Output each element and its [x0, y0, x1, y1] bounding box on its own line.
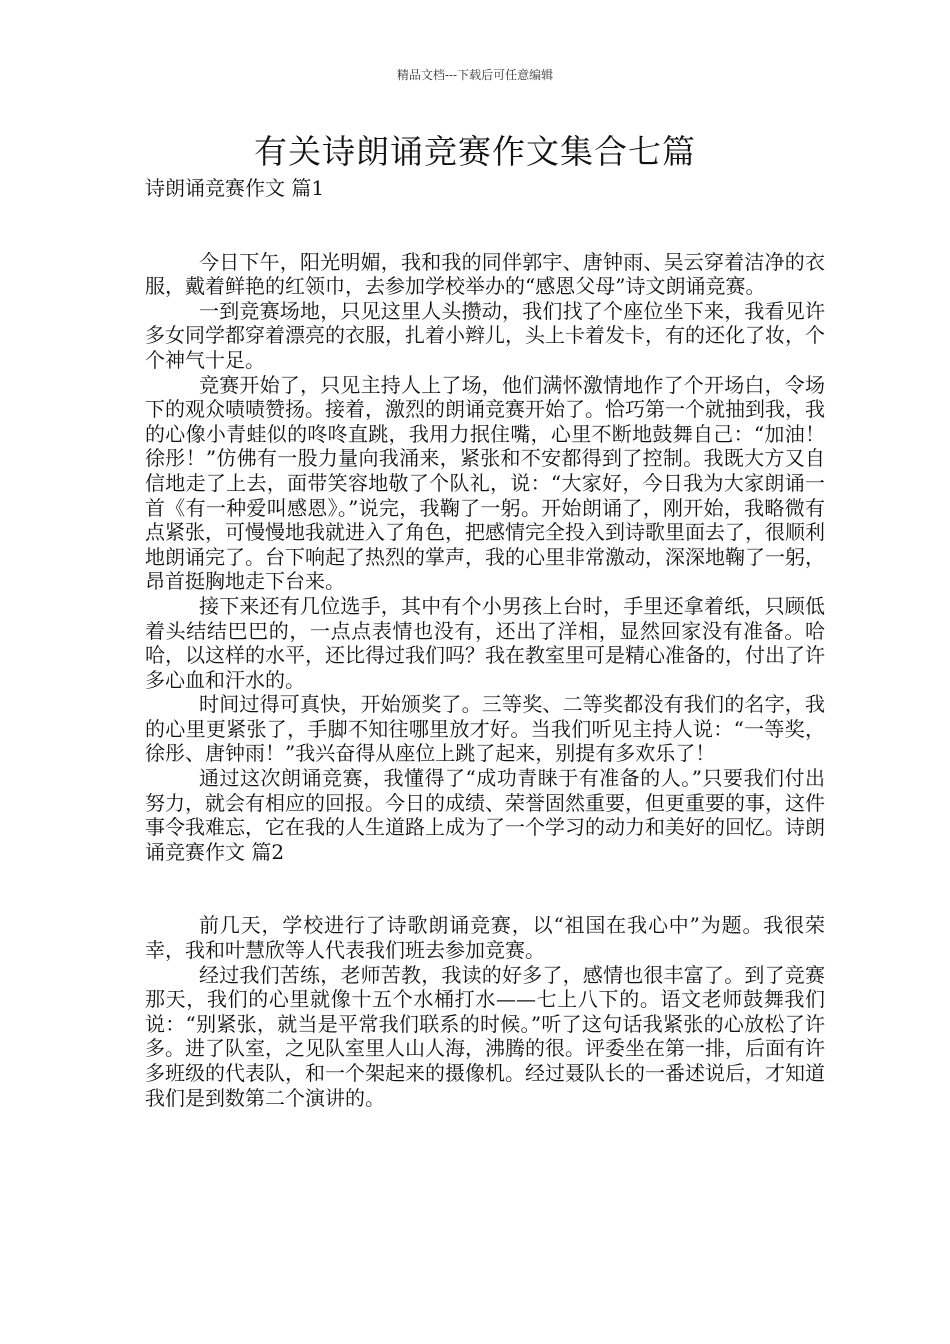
paragraph: 通过这次朗诵竞赛，我懂得了“成功青睐于有准备的人。”只要我们付出努力，就会有相应的回报。今日的成绩、荣誉固然重要，但更重要的事，这件事令我难忘，它在我的人生道路上成为了一个学习的动力和美好的回忆。诗朗诵竞赛作文 篇2 [145, 766, 825, 864]
paragraph: 一到竞赛场地，只见这里人头攒动，我们找了个座位坐下来，我看见许多女同学都穿着漂亮的衣服，扎着小辫儿，头上卡着发卡，有的还化了妆，个个神气十足。 [145, 298, 825, 372]
section-heading: 诗朗诵竞赛作文 篇1 [145, 176, 325, 200]
section-spacer [145, 864, 825, 913]
document-title: 有关诗朗诵竞赛作文集合七篇 [254, 132, 696, 171]
section-spacer [145, 201, 825, 250]
document-body [145, 176, 825, 1110]
paragraph: 接下来还有几位选手，其中有个小男孩上台时，手里还拿着纸，只顾低着头结结巴巴的，一点点表情也没有，还出了洋相，显然回家没有准备。哈哈，以这样的水平，还比得过我们吗？我在教室里可是精心准备的，付出了许多心血和汗水的。 [145, 593, 825, 692]
page-header: 精品文档---下载后可任意编辑 [396, 68, 554, 82]
paragraph: 经过我们苦练，老师苦教，我读的好多了，感情也很丰富了。到了竞赛那天，我们的心里就像十五个水桶打水——七上八下的。语文老师鼓舞我们说：“别紧张，就当是平常我们联系的时候。”听了这句话我紧张的心放松了许多。进了队室，之见队室里人山人海，沸腾的很。评委坐在第一排，后面有许多班级的代表队，和一个架起来的摄像机。经过聂队长的一番述说后，才知道我们是到数第二个演讲的。 [145, 962, 825, 1110]
paragraph: 今日下午，阳光明媚，我和我的同伴郭宇、唐钟雨、吴云穿着洁净的衣服，戴着鲜艳的红领巾，去参加学校举办的“感恩父母”诗文朗诵竞赛。 [145, 249, 825, 299]
paragraph: 时间过得可真快，开始颁奖了。三等奖、二等奖都没有我们的名字，我的心里更紧张了，手脚不知往哪里放才好。当我们听见主持人说：“一等奖，徐彤、唐钟雨！”我兴奋得从座位上跳了起来，别提有多欢乐了！ [145, 692, 825, 766]
paragraph: 前几天，学校进行了诗歌朗诵竞赛，以“祖国在我心中”为题。我很荣幸，我和叶慧欣等人代表我们班去参加竞赛。 [145, 913, 825, 963]
paragraph: 竞赛开始了，只见主持人上了场，他们满怀激情地作了个开场白，令场下的观众啧啧赞扬。接着，激烈的朗诵竞赛开始了。恰巧第一个就抽到我，我的心像小青蛙似的咚咚直跳，我用力抿住嘴，心里不断地鼓舞自己：“加油！徐彤！”仿佛有一股力量向我涌来，紧张和不安都得到了控制。我既大方又自信地走了上去，面带笑容地敬了个队礼，说：“大家好，今日我为大家朗诵一首《有一种爱叫感恩》。”说完，我鞠了一躬。开始朗诵了，刚开始，我略微有点紧张，可慢慢地我就进入了角色，把感情完全投入到诗歌里面去了，很顺利地朗诵完了。台下响起了热烈的掌声，我的心里非常激动，深深地鞠了一躬，昂首挺胸地走下台来。 [145, 372, 825, 594]
